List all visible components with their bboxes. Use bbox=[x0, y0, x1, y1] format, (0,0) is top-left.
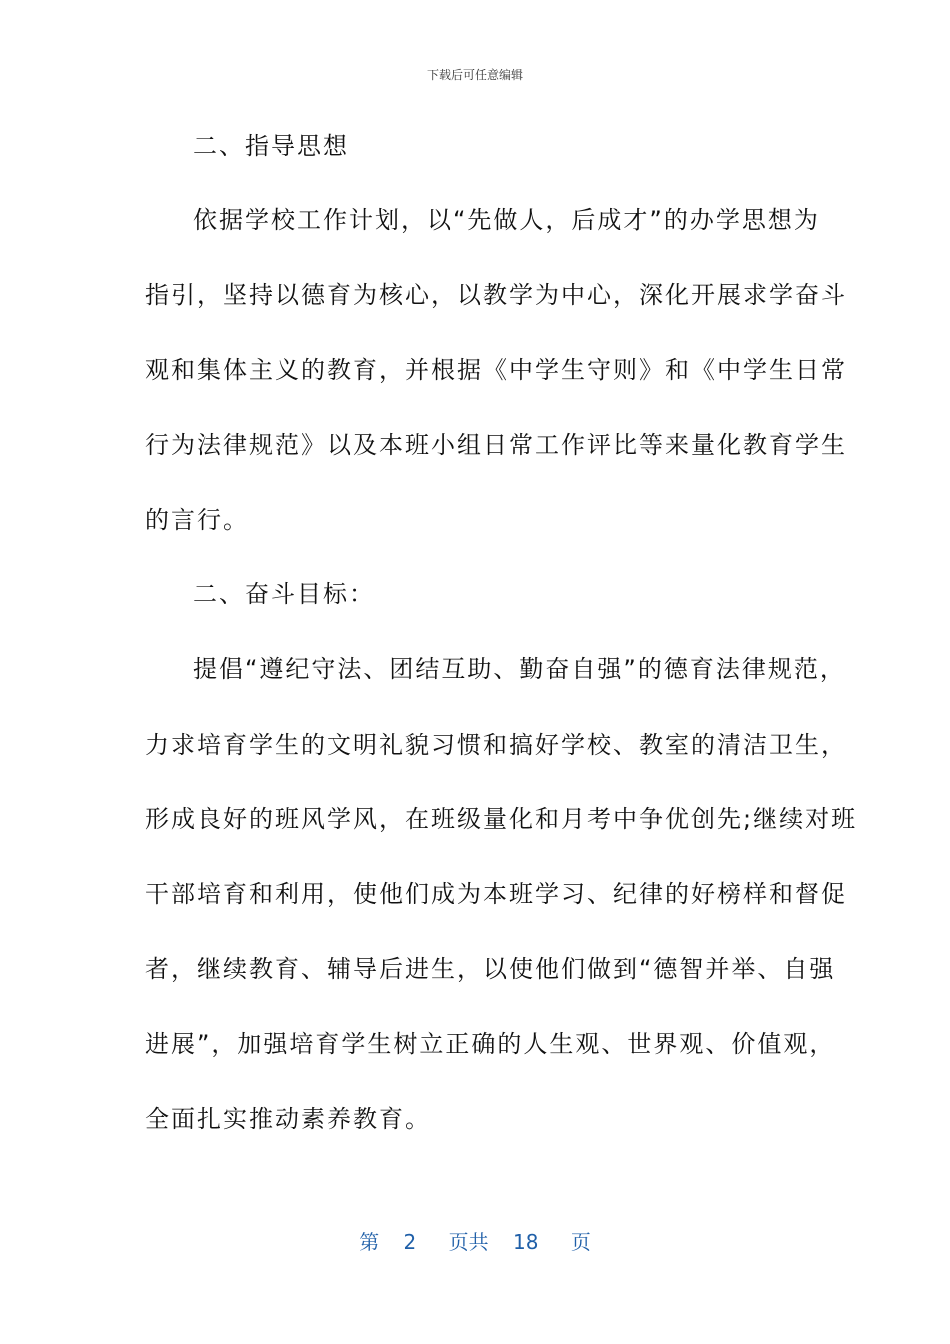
header-note: 下载后可任意编辑 bbox=[426, 68, 523, 82]
section-heading-guiding-thought: 二、指导思想 bbox=[193, 132, 349, 160]
paragraph-line: 力求培育学生的文明礼貌习惯和搞好学校、教室的清洁卫生， bbox=[145, 731, 847, 759]
paragraph-line: 全面扎实推动素养教育。 bbox=[145, 1105, 431, 1133]
paragraph-line: 干部培育和利用，使他们成为本班学习、纪律的好榜样和督促 bbox=[145, 880, 847, 908]
page-number-footer bbox=[0, 1226, 950, 1255]
footer-middle: 页共 bbox=[448, 1230, 489, 1254]
footer-prefix: 第 bbox=[359, 1230, 380, 1254]
footer-total-pages: 18 bbox=[513, 1230, 539, 1254]
paragraph-line: 的言行。 bbox=[145, 506, 249, 534]
paragraph-line: 者，继续教育、辅导后进生，以使他们做到“德智并举、自强 bbox=[145, 955, 836, 983]
footer-suffix: 页 bbox=[570, 1230, 591, 1254]
paragraph-line: 进展”，加强培育学生树立正确的人生观、世界观、价值观， bbox=[145, 1030, 836, 1058]
paragraph-line: 行为法律规范》以及本班小组日常工作评比等来量化教育学生 bbox=[145, 431, 847, 459]
paragraph-line: 依据学校工作计划，以“先做人，后成才”的办学思想为 bbox=[193, 206, 820, 234]
paragraph-line: 观和集体主义的教育，并根据《中学生守则》和《中学生日常 bbox=[145, 356, 847, 384]
footer-current-page: 2 bbox=[403, 1230, 417, 1254]
section-heading-goals: 二、奋斗目标： bbox=[193, 580, 375, 608]
paragraph-line: 指引，坚持以德育为核心，以教学为中心，深化开展求学奋斗 bbox=[145, 281, 847, 309]
paragraph-line: 形成良好的班风学风，在班级量化和月考中争优创先;继续对班 bbox=[145, 805, 858, 833]
paragraph-line: 提倡“遵纪守法、团结互助、勤奋自强”的德育法律规范， bbox=[193, 655, 846, 683]
